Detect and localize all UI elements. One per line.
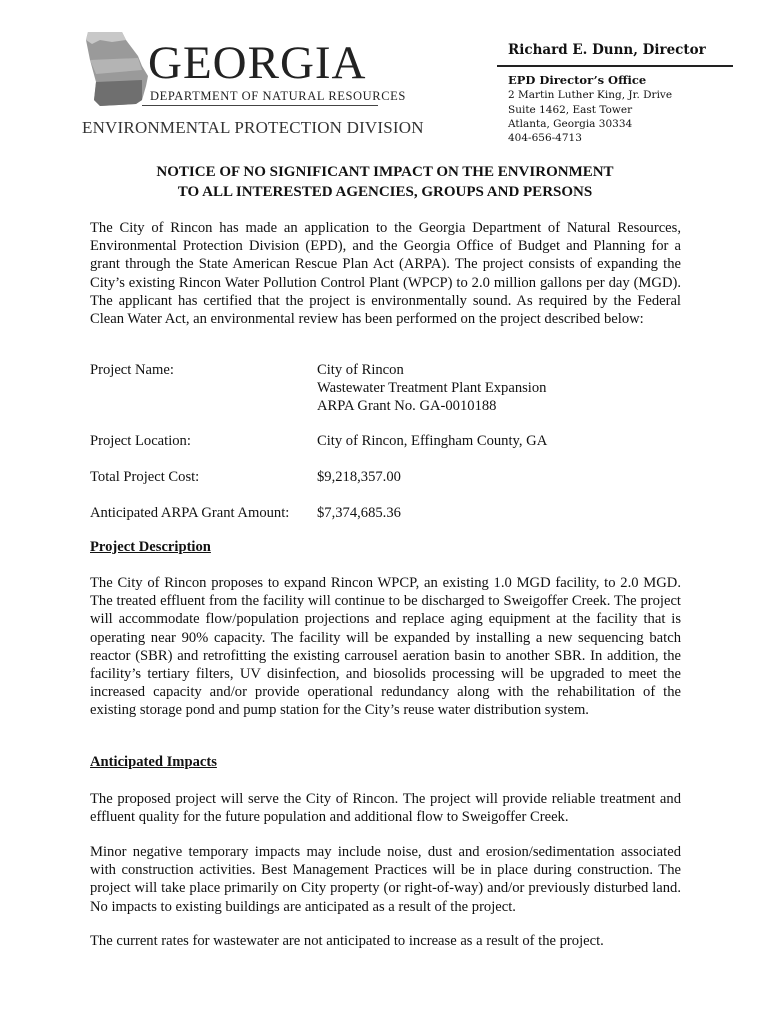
grant-amount-value: $7,374,685.36 [317, 505, 401, 521]
notice-title [0, 162, 770, 202]
logo-title: GEORGIA [148, 37, 367, 89]
project-location-label: Project Location: [90, 433, 191, 449]
total-cost-value: $9,218,357.00 [317, 469, 401, 485]
impacts-paragraph-3: The current rates for wastewater are not anticipated to increase as a result of the project. [90, 933, 604, 949]
impacts-paragraph-2: Minor negative temporary impacts may include noise, dust and erosion/sedimentation associated with construction activities. Best Management Practices will be in place during construction. The project will take place primarily on City property (or right-of-way) and/or previously disturbed land. No impacts to existing buildings are anticipated as a result of the project. [90, 844, 681, 915]
project-name-line-3: ARPA Grant No. GA-0010188 [317, 398, 497, 415]
office-title: EPD Director’s Office [508, 73, 647, 87]
notice-title-line-1: NOTICE OF NO SIGNIFICANT IMPACT ON THE ENVIRONMENT [156, 164, 614, 180]
georgia-dnr-logo [82, 30, 424, 140]
impacts-paragraph-1: The proposed project will serve the City of Rincon. The project will provide reliable treatment and effluent quality for the future population and additional flow to Sweigoffer Creek. [90, 791, 681, 826]
director-divider [497, 65, 733, 67]
logo-division: ENVIRONMENTAL PROTECTION DIVISION [82, 118, 424, 137]
office-address-block [508, 73, 672, 145]
project-description-heading: Project Description [90, 539, 211, 555]
notice-title-line-2: TO ALL INTERESTED AGENCIES, GROUPS AND PERSONS [177, 184, 593, 200]
intro-paragraph: The City of Rincon has made an application to the Georgia Department of Natural Resources, Environmental Protection Division (EPD), and the Georgia Office of Budget and Planning for a grant through the State American Rescue Plan Act (ARPA). The project consists of expanding the City’s existing Rincon Water Pollution Control Plant (WPCP) to 2.0 million gallons per day (MGD). The applicant has certified that the project is environmentally sound. As required by the Federal Clean Water Act, an environmental review has been performed on the project described below: [90, 220, 681, 328]
address-line-3: Atlanta, Georgia 30334 [508, 117, 633, 130]
grant-amount-label: Anticipated ARPA Grant Amount: [90, 505, 290, 521]
project-name-label: Project Name: [90, 362, 174, 378]
total-cost-label: Total Project Cost: [90, 469, 200, 485]
office-phone: 404-656-4713 [508, 132, 582, 145]
address-line-1: 2 Martin Luther King, Jr. Drive [508, 89, 673, 102]
project-name-line-2: Wastewater Treatment Plant Expansion [317, 380, 547, 397]
project-name-line-1: City of Rincon [317, 362, 404, 378]
project-description-paragraph: The City of Rincon proposes to expand Rincon WPCP, an existing 1.0 MGD facility, to 2.0 MGD. The treated effluent from the facility will continue to be discharged to Sweigoffer Creek. The project will accommodate flow/population projections and replace aging equipment at the facility that is operating near 90% capacity. The facility will be expanded by installing a new sequencing batch reactor (SBR) and retrofitting the existing carrousel aeration basin to another SBR. In addition, the facility’s tertiary filters, UV disinfection, and biosolids processing will be upgraded to meet the increased capacity and/or provide operational redundancy along with the rehabilitation of the existing storage pond and pump station for the City’s reuse water distribution system. [90, 575, 681, 719]
logo-divider [142, 105, 378, 106]
director-name: Richard E. Dunn, Director [508, 42, 706, 58]
anticipated-impacts-heading: Anticipated Impacts [90, 754, 217, 770]
logo-subtitle: DEPARTMENT OF NATURAL RESOURCES [150, 89, 406, 103]
address-line-2: Suite 1462, East Tower [508, 103, 633, 116]
project-location-value: City of Rincon, Effingham County, GA [317, 433, 548, 449]
georgia-map-icon [82, 30, 152, 110]
project-name-value [317, 361, 546, 416]
